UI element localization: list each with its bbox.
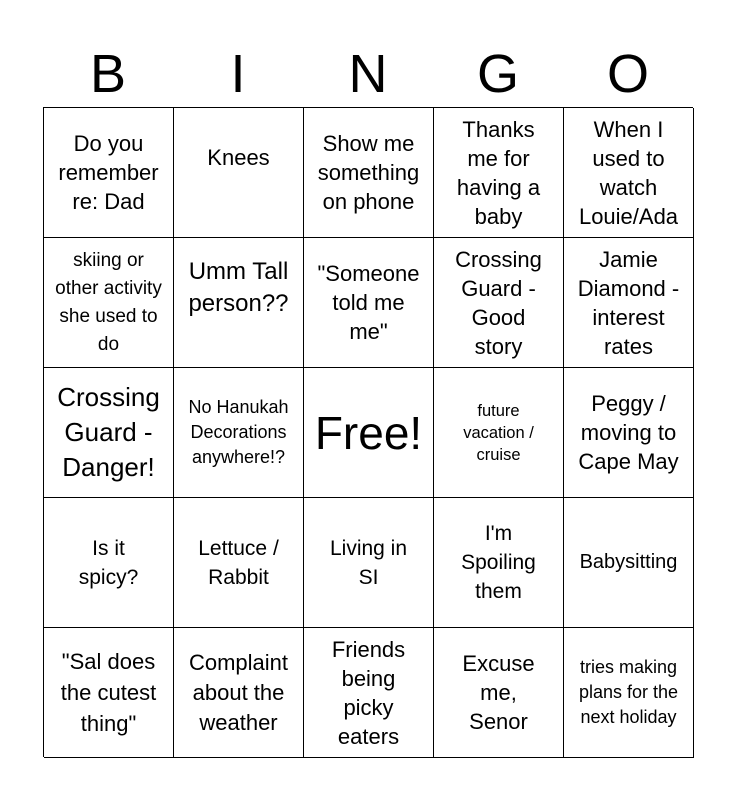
cell-text: Jamie Diamond - interest rates [577,246,680,359]
bingo-grid [43,107,693,757]
bingo-cell[interactable] [304,498,434,628]
cell-text: tries making plans for the next holiday [578,657,679,727]
bingo-cell[interactable] [304,238,434,368]
bingo-header [43,40,693,108]
cell-text: No Hanukah Decorations anywhere!? [188,397,289,467]
cell-text: Complaint about the weather [188,649,289,735]
cell-text: Friends being picky eaters [331,636,406,749]
bingo-cell[interactable] [174,108,304,238]
cell-text: When I used to watch Louie/Ada [578,116,679,229]
bingo-cell[interactable] [44,368,174,498]
cell-text: I'm Spoiling them [461,522,536,603]
cell-text: future vacation / cruise [463,401,534,464]
cell-text: Crossing Guard - Good story [455,246,542,359]
header-letter-i: I [230,44,246,104]
header-letter-n: N [348,44,388,104]
bingo-cell[interactable] [304,108,434,238]
cell-text: "Someone told me me" [317,261,420,344]
free-space-text: Free! [314,406,423,459]
bingo-cell-free[interactable] [304,368,434,498]
bingo-cell[interactable] [174,498,304,628]
bingo-cell[interactable] [564,108,694,238]
bingo-cell[interactable] [564,628,694,758]
cell-text: Umm Tall person?? [188,258,289,317]
header-letter-b: B [89,44,127,104]
header-letter-o: O [606,44,649,104]
cell-text: Lettuce / Rabbit [198,536,279,589]
cell-text: Babysitting [579,551,678,573]
bingo-cell[interactable] [564,238,694,368]
bingo-cell[interactable] [44,238,174,368]
bingo-cell[interactable] [434,498,564,628]
cell-text: Do you remember re: Dad [58,131,159,214]
bingo-cell[interactable] [44,628,174,758]
bingo-cell[interactable] [434,238,564,368]
cell-text: Living in SI [329,536,408,589]
bingo-cell[interactable] [44,498,174,628]
cell-text: Peggy / moving to Cape May [578,391,679,474]
bingo-cell[interactable] [564,368,694,498]
bingo-cell[interactable] [434,108,564,238]
cell-text: "Sal does the cutest thing" [60,649,157,736]
header-letter-g: G [476,44,519,104]
bingo-cell[interactable] [174,628,304,758]
bingo-cell[interactable] [434,368,564,498]
cell-text: Crossing Guard - Danger! [57,382,160,482]
cell-text: Is it spicy? [78,536,139,589]
bingo-cell[interactable] [564,498,694,628]
cell-text: Thanks me for having a baby [456,116,541,229]
cell-text: Excuse me, Senor [462,651,535,734]
bingo-cell[interactable] [434,628,564,758]
cell-text: skiing or other activity she used to do [55,249,162,355]
cell-text: Knees [207,145,270,170]
bingo-cell[interactable] [44,108,174,238]
bingo-cell[interactable] [174,368,304,498]
cell-text: Show me something on phone [317,131,420,214]
bingo-cell[interactable] [174,238,304,368]
bingo-cell[interactable] [304,628,434,758]
